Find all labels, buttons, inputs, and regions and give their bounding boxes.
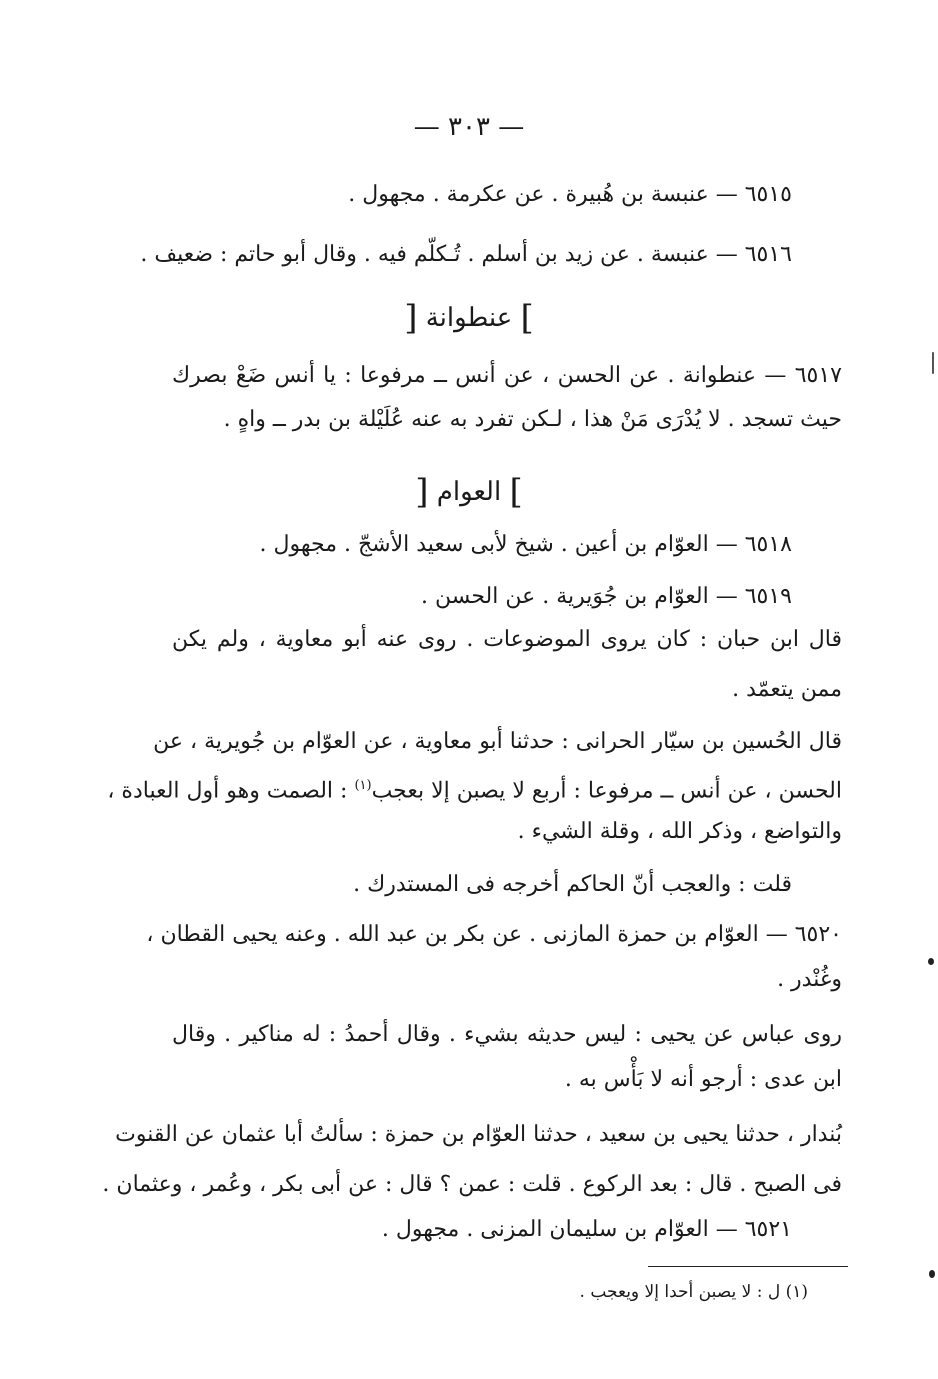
paragraph-line: والتواضع ، وذكر الله ، وقلة الشيء . bbox=[517, 819, 842, 844]
entry-6516: ٦٥١٦ — عنبسة . عن زيد بن أسلم . تُـكلّم فيه . وقال أبو حاتم : ضعيف . bbox=[140, 242, 792, 267]
scan-speck bbox=[929, 1270, 935, 1278]
paragraph-line: قلت : والعجب أنّ الحاكم أخرجه فى المستدرك . bbox=[353, 872, 792, 897]
text-part: : الصمت وهو أول العبادة ، bbox=[107, 778, 348, 804]
paragraph-line: ممن يتعمّد . bbox=[732, 677, 842, 702]
footnote-ref: (١) bbox=[354, 778, 372, 793]
section-heading-awwam: ] العوام [ bbox=[415, 472, 523, 512]
entry-6520-line-2: وغُنْدر . bbox=[777, 967, 842, 992]
paragraph-line: ابن عدى : أرجو أنه لا بَأْس به . bbox=[564, 1067, 842, 1092]
paragraph-line: بُندار ، حدثنا يحيى بن سعيد ، حدثنا العوّام بن حمزة : سألتُ أبا عثمان عن القنوت bbox=[115, 1122, 842, 1147]
entry-6521: ٦٥٢١ — العوّام بن سليمان المزنى . مجهول . bbox=[381, 1217, 792, 1242]
footnote: (١) ل : لا يصبن أحدا إلا ويعجب . bbox=[579, 1282, 808, 1302]
entry-6517-line-2: حيث تسجد . لا يُدْرَى مَنْ هذا ، لـكن تفرد به عنه عُلَيْلة بن بدر ــ واهٍ . bbox=[223, 407, 842, 432]
scan-mark bbox=[932, 352, 934, 374]
page-number: — ٣٠٣ — bbox=[413, 112, 525, 142]
paragraph-line: روى عباس عن يحيى : ليس حديثه بشيء . وقال أحمدُ : له مناكير . وقال bbox=[172, 1022, 842, 1047]
entry-6515: ٦٥١٥ — عنبسة بن هُبيرة . عن عكرمة . مجهول . bbox=[348, 182, 792, 207]
entry-6519: ٦٥١٩ — العوّام بن جُوَيرية . عن الحسن . bbox=[420, 584, 792, 609]
paragraph-line-with-footnote bbox=[107, 771, 842, 806]
paragraph-line: فى الصبح . قال : بعد الركوع . قلت : عمن ؟ قال : عن أبى بكر ، وعُمر ، وعثمان . bbox=[102, 1172, 842, 1197]
paragraph-line: قال ابن حبان : كان يروى الموضوعات . روى عنه أبو معاوية ، ولم يكن bbox=[172, 627, 842, 652]
entry-6517-line-1: ٦٥١٧ — عنطوانة . عن الحسن ، عن أنس ــ مرفوعا : يا أنس ضَعْ بصرك bbox=[172, 363, 842, 388]
footnote-divider bbox=[648, 1266, 848, 1267]
entry-6518: ٦٥١٨ — العوّام بن أعين . شيخ لأبى سعيد الأشجّ . مجهول . bbox=[259, 532, 792, 557]
paragraph-line: قال الحُسين بن سيّار الحرانى : حدثنا أبو معاوية ، عن العوّام بن جُويرية ، عن bbox=[153, 729, 842, 754]
section-heading-text: العوام bbox=[436, 477, 502, 507]
text-part: الحسن ، عن أنس ــ مرفوعا : أربع لا يصبن إلا بعجب bbox=[371, 778, 842, 804]
section-heading-text: عنطوانة bbox=[425, 303, 513, 333]
section-heading-antawana: ] عنطوانة [ bbox=[404, 298, 534, 338]
entry-6520-line-1: ٦٥٢٠ — العوّام بن حمزة المازنى . عن بكر بن عبد الله . وعنه يحيى القطان ، bbox=[146, 922, 842, 947]
scan-speck bbox=[928, 958, 934, 965]
